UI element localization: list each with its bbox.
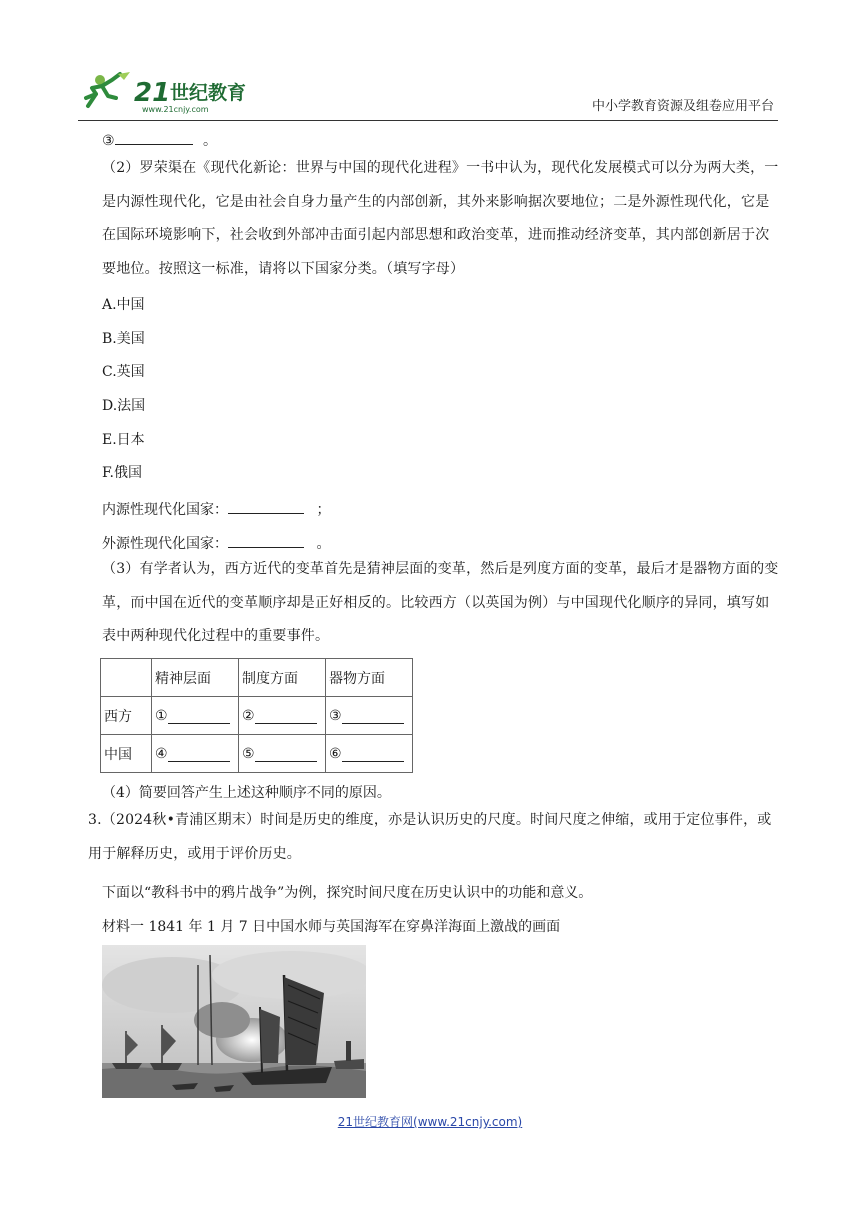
option-b: B.美国 (102, 331, 145, 347)
external-answer-line: 外源性现代化国家： 。 (102, 531, 330, 554)
table-header-cell: 器物方面 (326, 659, 413, 697)
answer-underline[interactable] (168, 709, 230, 724)
svg-text:世纪教育: 世纪教育 (170, 82, 247, 104)
comparison-table (100, 658, 413, 773)
row-label: 西方 (101, 697, 152, 735)
internal-answer-blank[interactable] (228, 497, 304, 514)
svg-text:21: 21 (134, 78, 171, 108)
internal-answer-line: 内源性现代化国家： ； (102, 497, 330, 520)
footer-site-link[interactable]: 21世纪教育网(www.21cnjy.com) (337, 1115, 523, 1129)
answer-blank-3: ③ 。 (102, 128, 217, 151)
table-cell[interactable]: ⑤ (239, 735, 326, 773)
option-f: F.俄国 (102, 465, 142, 481)
answer-underline[interactable] (168, 747, 230, 762)
platform-name: 中小学教育资源及组卷应用平台 (591, 99, 774, 114)
table-cell[interactable]: ③ (326, 697, 413, 735)
naval-battle-engraving (102, 945, 366, 1098)
table-row (101, 735, 413, 773)
q4-text: （4）简要回答产生上述这种顺序不同的原因。 (102, 785, 391, 801)
answer-underline[interactable] (342, 709, 404, 724)
question-3-instructions: 下面以“教科书中的鸦片战争”为例，探究时间尺度在历史认识中的功能和意义。 (102, 885, 593, 901)
site-logo (78, 68, 268, 116)
answer-underline[interactable] (115, 128, 193, 145)
table-row (101, 697, 413, 735)
table-cell[interactable]: ② (239, 697, 326, 735)
option-d: D.法国 (102, 398, 146, 414)
question-3-intro: 3.（2024秋•青浦区期末）时间是历史的维度，亦是认识历史的尺度。时间尺度之伸缩，或用于定位事件，或用于解释历史，或用于评价历史。 (88, 812, 772, 862)
q2-paragraph: （2）罗荣渠在《现代化新论：世界与中国的现代化进程》一书中认为，现代化发展模式可以分为两大类，一是内源性现代化，它是由社会自身力量产生的内部创新，其外来影响据次要地位；二是外源性现代化，它是在国际环境影响下，社会收到外部冲击面引起内部思想和政治变革，进而推动经济变革，其内部创新居于次要地位。按照这一标准，请将以下国家分类。（填写字母） (102, 160, 779, 277)
table-header-cell: 精神层面 (152, 659, 239, 697)
table-header-cell: 制度方面 (239, 659, 326, 697)
table-header-row (101, 659, 413, 697)
answer-underline[interactable] (255, 709, 317, 724)
page-header (78, 68, 778, 121)
row-label: 中国 (101, 735, 152, 773)
q3-paragraph: （3）有学者认为，西方近代的变革首先是猜神层面的变革，然后是列度方面的变革，最后才是器物方面的变革，而中国在近代的变革顺序却是正好相反的。比较西方（以英国为例）与中国现代化顺序的异同，填写如表中两种现代化过程中的重要事件。 (102, 561, 779, 644)
table-cell[interactable]: ① (152, 697, 239, 735)
table-cell[interactable]: ④ (152, 735, 239, 773)
material-1-caption: 材料一 1841 年 1 月 7 日中国水师与英国海军在穿鼻洋海面上激战的画面 (102, 919, 561, 935)
option-c: C.英国 (102, 364, 145, 380)
option-e: E.日本 (102, 432, 145, 448)
table-cell[interactable]: ⑥ (326, 735, 413, 773)
option-a: A.中国 (102, 297, 145, 313)
svg-text:www.21cnjy.com: www.21cnjy.com (142, 105, 209, 114)
answer-underline[interactable] (255, 747, 317, 762)
external-answer-blank[interactable] (228, 531, 304, 548)
answer-underline[interactable] (342, 747, 404, 762)
table-header-cell (101, 659, 152, 697)
